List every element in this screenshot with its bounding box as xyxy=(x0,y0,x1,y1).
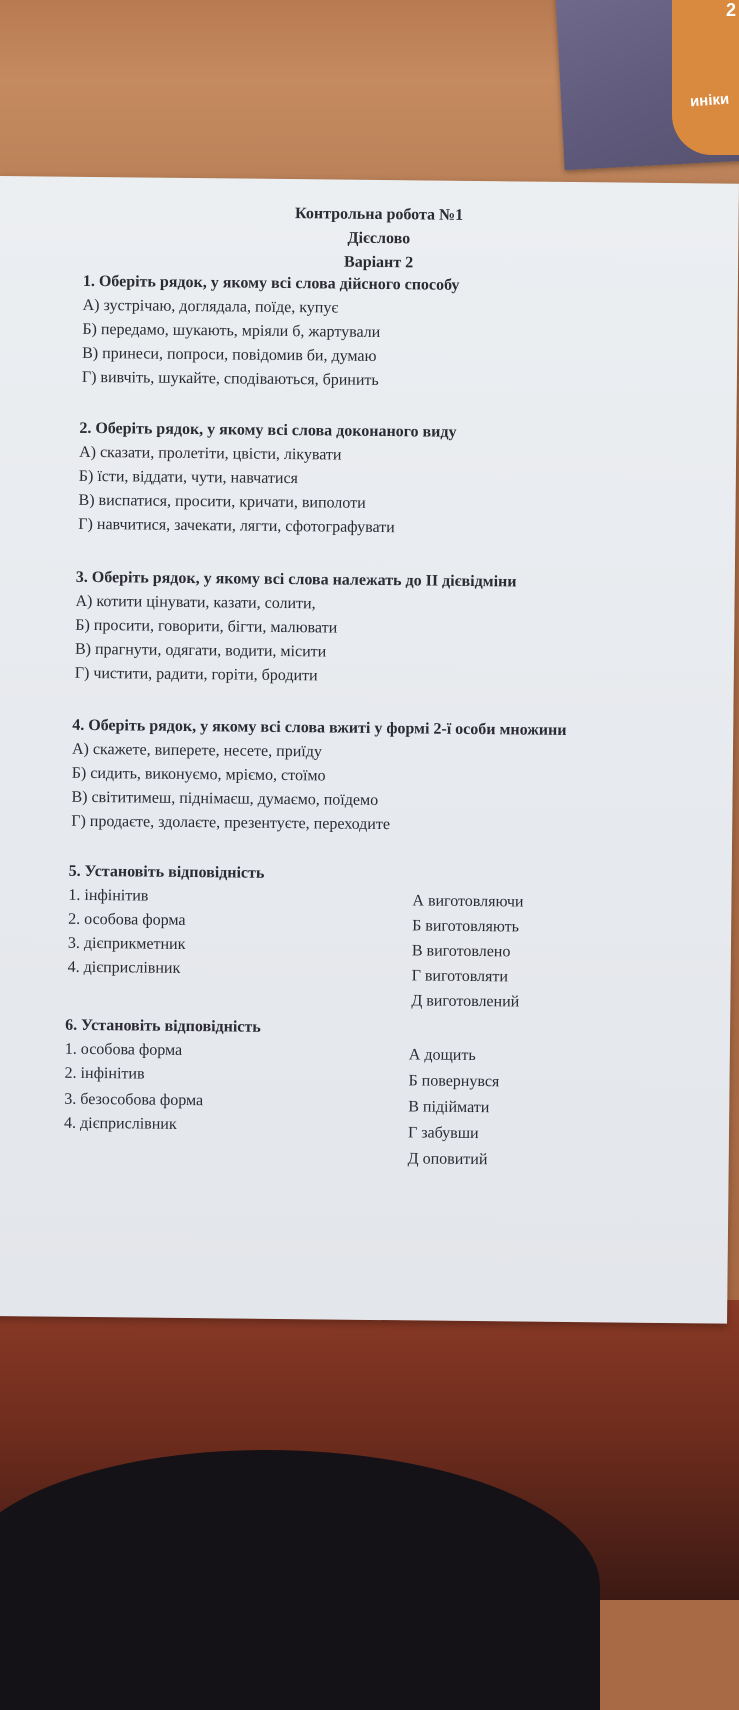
matching-6-right-d: Г забувши xyxy=(407,1124,479,1143)
document-variant: Варіант 2 xyxy=(343,253,414,272)
question-2-option-b: Б) їсти, віддати, чути, навчатися xyxy=(78,467,299,488)
matching-5-right-b: Б виготовляють xyxy=(412,917,520,936)
matching-5-right-c: В виготовлено xyxy=(411,942,511,961)
question-1-title: 1. Оберіть рядок, у якому всі слова дійсного способу xyxy=(82,272,460,294)
matching-6-left-2: 2. інфінітив xyxy=(64,1064,145,1083)
matching-5-right-d: Г виготовляти xyxy=(411,967,509,986)
matching-5-left-4: 4. дієприслівник xyxy=(67,958,181,977)
matching-6-right-a: А дощить xyxy=(408,1046,476,1065)
matching-5-right-e: Д виготовлений xyxy=(411,992,520,1011)
textbook-cover-text: иніки xyxy=(689,90,730,111)
matching-6-left-3: 3. безособова форма xyxy=(64,1090,204,1110)
matching-6-right-e: Д оповитий xyxy=(407,1150,488,1169)
matching-5-left-2: 2. особова форма xyxy=(68,910,186,929)
question-2-option-d: Г) навчитися, зачекати, лягти, сфотографувати xyxy=(78,515,395,537)
matching-6-right-c: В підіймати xyxy=(408,1098,490,1117)
matching-5-right-a: А виготовляючи xyxy=(412,892,524,911)
question-4-option-d: Г) продаєте, здолаєте, презентуєте, переходите xyxy=(71,812,391,834)
question-3-option-d: Г) чистити, радити, горіти, бродити xyxy=(74,664,318,685)
question-4-option-a: А) скажете, виперете, несете, приїду xyxy=(71,740,322,761)
question-1-option-c: В) принеси, попроси, повідомив би, думаю xyxy=(82,344,377,365)
question-2-title: 2. Оберіть рядок, у якому всі слова доконаного виду xyxy=(79,419,457,441)
question-2-option-c: В) виспатися, просити, кричати, виполоти xyxy=(78,491,366,512)
question-4-title: 4. Оберіть рядок, у якому всі слова вжиті у формі 2-ї особи множини xyxy=(72,716,567,739)
question-1-option-d: Г) вивчіть, шукайте, сподіваються, бринить xyxy=(81,368,379,389)
textbook-cover-corner-glyph: 2 xyxy=(726,0,737,20)
matching-6-right-b: Б повернувся xyxy=(408,1072,500,1091)
question-4-option-b: Б) сидить, виконуємо, мріємо, стоїмо xyxy=(71,764,326,785)
matching-6-title: 6. Установіть відповідність xyxy=(65,1016,261,1036)
textbook-cover-stripe xyxy=(672,0,739,155)
question-1-option-b: Б) передамо, шукають, мріяли б, жартували xyxy=(82,320,381,341)
matching-5-title: 5. Установіть відповідність xyxy=(68,862,265,882)
question-3-title: 3. Оберіть рядок, у якому всі слова належать до ІІ дієвідміни xyxy=(75,568,517,591)
question-4-option-c: В) світитимеш, піднімаєш, думаємо, поїдемо xyxy=(71,788,379,809)
matching-6-left-1: 1. особова форма xyxy=(64,1040,183,1059)
matching-6-left-4: 4. дієприслівник xyxy=(63,1114,177,1133)
question-3-option-c: В) прагнути, одягати, водити, місити xyxy=(74,640,327,661)
question-3-option-b: Б) просити, говорити, бігти, малювати xyxy=(75,616,338,637)
question-3-option-a: А) котити цінувати, казати, солити, xyxy=(75,592,316,613)
matching-5-left-3: 3. дієприкметник xyxy=(67,934,186,953)
test-paper-sheet xyxy=(0,176,739,1324)
document-topic: Дієслово xyxy=(347,229,411,248)
question-1-option-a: А) зустрічаю, доглядала, поїде, купує xyxy=(82,296,339,317)
question-2-option-a: А) сказати, пролетіти, цвісти, лікувати xyxy=(79,443,342,464)
matching-5-left-1: 1. інфінітив xyxy=(68,886,149,905)
document-title: Контрольна робота №1 xyxy=(295,205,464,224)
